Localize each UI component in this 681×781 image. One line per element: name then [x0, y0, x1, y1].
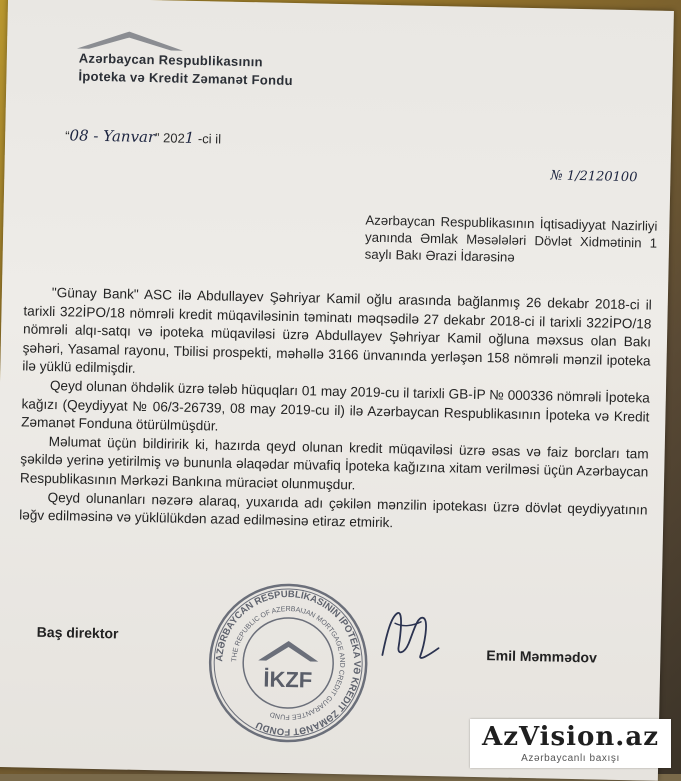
paragraph-1: "Günay Bank" ASC ilə Abdullayev Şəhriyar Kamil oğlu arasında bağlanmış 26 dekabr 2018-ci il tarixli 322İPO/18 nömrəli kredit müqaviləsinin təminatı məqsədilə 27 dekabr 2018-ci il tarixli 322İPO/18 nömrəli alqı-satqı və ipoteka müqaviləsi üzrə Abdullayev Şəhriyar Kamil oğluna məxsus olan Bakı şəhəri, Yasamal rayonu, Tbilisi prospekti, məhəllə 3166 ünvanında yerləşən 158 nömrəli mənzil ipoteka ilə yüklü edilmişdir.: [22, 285, 652, 377]
date-year-hand: 1: [184, 128, 195, 147]
paragraph-2: Qeyd olunan öhdəlik üzrə tələb hüquqları 01 may 2019-cu il tarixli GB-İP № 000336 nömrəli İpoteka kağızı (Qeydiyyat № 06/3-26739, 08 may 2019-cu il) ilə Azərbaycan Respublikasının İpoteka və Kredit Zəmanət Fonduna ötürülmüşdür.: [21, 377, 650, 434]
roof-logo-icon: [75, 28, 185, 52]
letter-body: [19, 283, 652, 538]
site-watermark: [470, 719, 671, 768]
date-handwritten: 08 - Yanvar: [69, 126, 156, 147]
watermark-name: AzVision.az: [482, 722, 659, 752]
signatory-title: Baş direktor: [36, 623, 119, 642]
date-suffix: -ci il: [197, 131, 222, 147]
paragraph-4: Qeyd olunanları nəzərə alaraq, yuxarıda adı çəkilən mənzilin ipotekası üzrə dövlət qeydiyyatının ləğv edilməsinə və yüklülükdən azad edilməsinə etiraz etmirik.: [19, 489, 648, 531]
paragraph-3: Məlumat üçün bildiririk ki, hazırda qeyd olunan kredit müqaviləsi üzrə əsas və faiz borcları tam şəkildə yerinə yetirilmiş və bununla əlaqədar müvafiq İpoteka kağızına xitam verilməsi üçün Azərbaycan Respublikasının Mərkəzi Bankına müraciət olunmuşdur.: [19, 433, 649, 493]
official-stamp: [204, 579, 371, 746]
watermark-tagline: Azərbaycanlı baxışı: [521, 753, 620, 764]
stamp-abbreviation: İKZF: [263, 666, 313, 693]
registration-number: № 1/2120100: [550, 168, 638, 186]
letterhead-line-2: İpoteka və Kredit Zəmanət Fondu: [78, 68, 293, 89]
signatory-name: Emil Məmmədov: [486, 647, 598, 666]
stamp-ring-text: AZƏRBAYCAN RESPUBLİKASININ İPOTEKA VƏ KREDİT ZƏMANƏT FONDU: [214, 588, 363, 738]
date-line: “08 - Yanvar” 2021 -ci il: [65, 126, 222, 147]
letterhead-line-1: Azərbaycan Respublikasının: [78, 50, 264, 70]
addressee: Azərbaycan Respublikasının İqtisadiyyat Nazirliyi yanında Əmlak Məsələləri Dövlət Xidmətinin 1 saylı Bakı Ərazi İdarəsinə: [364, 212, 658, 265]
handwritten-signature: [372, 603, 453, 667]
date-year-prefix: 202: [162, 130, 185, 146]
stamp-inner-text: THE REPUBLIC OF AZERBAIJAN MORTGAGE AND CREDIT GUARANTEE FUND: [231, 606, 346, 721]
stamp-roof-icon: [258, 640, 318, 661]
